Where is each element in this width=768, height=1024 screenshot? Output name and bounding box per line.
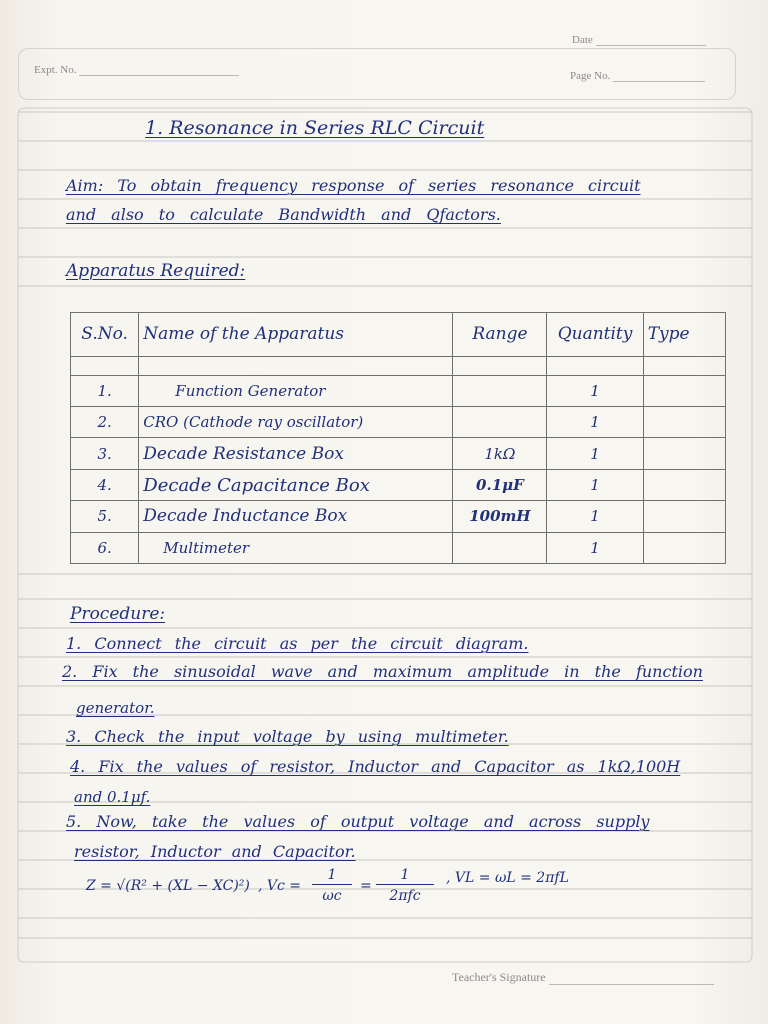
header-name: Name of the Apparatus (139, 313, 453, 357)
aim-line-1: Aim: To obtain frequency response of series resonance circuit (66, 176, 641, 195)
row-name: Decade Inductance Box (139, 501, 453, 532)
vl-formula: , VL = ωL = 2πfL (446, 870, 569, 886)
row-sno: 5. (71, 501, 139, 532)
vc-fraction-1 (312, 866, 352, 907)
row-name: Decade Capacitance Box (139, 469, 453, 500)
row-type (643, 438, 725, 469)
row-range: 100mH (453, 501, 547, 532)
row-type (643, 469, 725, 500)
row-name: Function Generator (139, 375, 453, 406)
table-row (71, 407, 726, 438)
row-quantity: 1 (547, 407, 643, 438)
header-type: Type (643, 313, 725, 357)
procedure-line: 4. Fix the values of resistor, Inductor and Capacitor as 1kΩ,100H (70, 757, 681, 776)
row-range (453, 407, 547, 438)
expt-no-blank (79, 74, 239, 76)
row-quantity: 1 (547, 438, 643, 469)
row-quantity: 1 (547, 469, 643, 500)
expt-no-label: Expt. No. (34, 64, 77, 76)
row-type (643, 532, 725, 563)
procedure-line: 1. Connect the circuit as per the circuit diagram. (66, 634, 529, 653)
table-row (71, 501, 726, 532)
table-row (71, 469, 726, 500)
row-range: 0.1μF (453, 469, 547, 500)
row-type (643, 407, 725, 438)
impedance-formula: Z = √(R² + (XL − XC)²) (86, 878, 250, 894)
procedure-line: 2. Fix the sinusoidal wave and maximum amplitude in the function (62, 662, 703, 681)
date-label: Date (572, 34, 593, 46)
row-name: CRO (Cathode ray oscillator) (139, 407, 453, 438)
vc-denominator-2: 2πfc (389, 888, 421, 904)
apparatus-heading: Apparatus Required: (66, 261, 246, 281)
table-row (71, 438, 726, 469)
page-no-field (570, 70, 705, 82)
row-type (643, 501, 725, 532)
row-name: Multimeter (139, 532, 453, 563)
procedure-heading: Procedure: (70, 604, 166, 624)
date-field (572, 34, 706, 46)
row-sno: 6. (71, 532, 139, 563)
table-header-row (71, 313, 726, 357)
teacher-signature-label: Teacher's Signature (452, 970, 546, 984)
vc-fraction-2 (376, 866, 434, 907)
vc-equals: = (360, 878, 372, 894)
row-quantity: 1 (547, 532, 643, 563)
apparatus-table (70, 312, 726, 564)
header-sno: S.No. (71, 313, 139, 357)
aim-line-2: and also to calculate Bandwidth and Qfactors. (66, 205, 501, 224)
procedure-line: resistor, Inductor and Capacitor. (74, 842, 356, 861)
procedure-line: 5. Now, take the values of output voltage and across supply (66, 812, 650, 831)
row-range: 1kΩ (453, 438, 547, 469)
row-range (453, 375, 547, 406)
row-sno: 2. (71, 407, 139, 438)
teacher-signature-blank (549, 983, 714, 985)
teacher-signature-field (452, 970, 714, 985)
row-name: Decade Resistance Box (139, 438, 453, 469)
row-sno: 1. (71, 375, 139, 406)
table-row (71, 532, 726, 563)
vc-denominator-1: ωc (322, 888, 342, 904)
row-range (453, 532, 547, 563)
table-row (71, 375, 726, 406)
expt-no-field (34, 64, 239, 76)
row-sno: 4. (71, 469, 139, 500)
procedure-line: generator. (76, 699, 155, 717)
vc-label: , Vc = (258, 878, 302, 894)
vc-numerator-1: 1 (312, 866, 352, 885)
row-type (643, 375, 725, 406)
page-no-label: Page No. (570, 70, 611, 82)
date-blank (596, 44, 706, 46)
header-range: Range (453, 313, 547, 357)
page-no-blank (613, 80, 705, 82)
table-spacer-row (71, 356, 726, 375)
procedure-line: and 0.1μf. (74, 788, 151, 806)
header-quantity: Quantity (547, 313, 643, 357)
page-title: 1. Resonance in Series RLC Circuit (145, 117, 485, 139)
row-quantity: 1 (547, 501, 643, 532)
procedure-line: 3. Check the input voltage by using multimeter. (66, 727, 509, 746)
vc-numerator-2: 1 (376, 866, 434, 885)
row-quantity: 1 (547, 375, 643, 406)
row-sno: 3. (71, 438, 139, 469)
